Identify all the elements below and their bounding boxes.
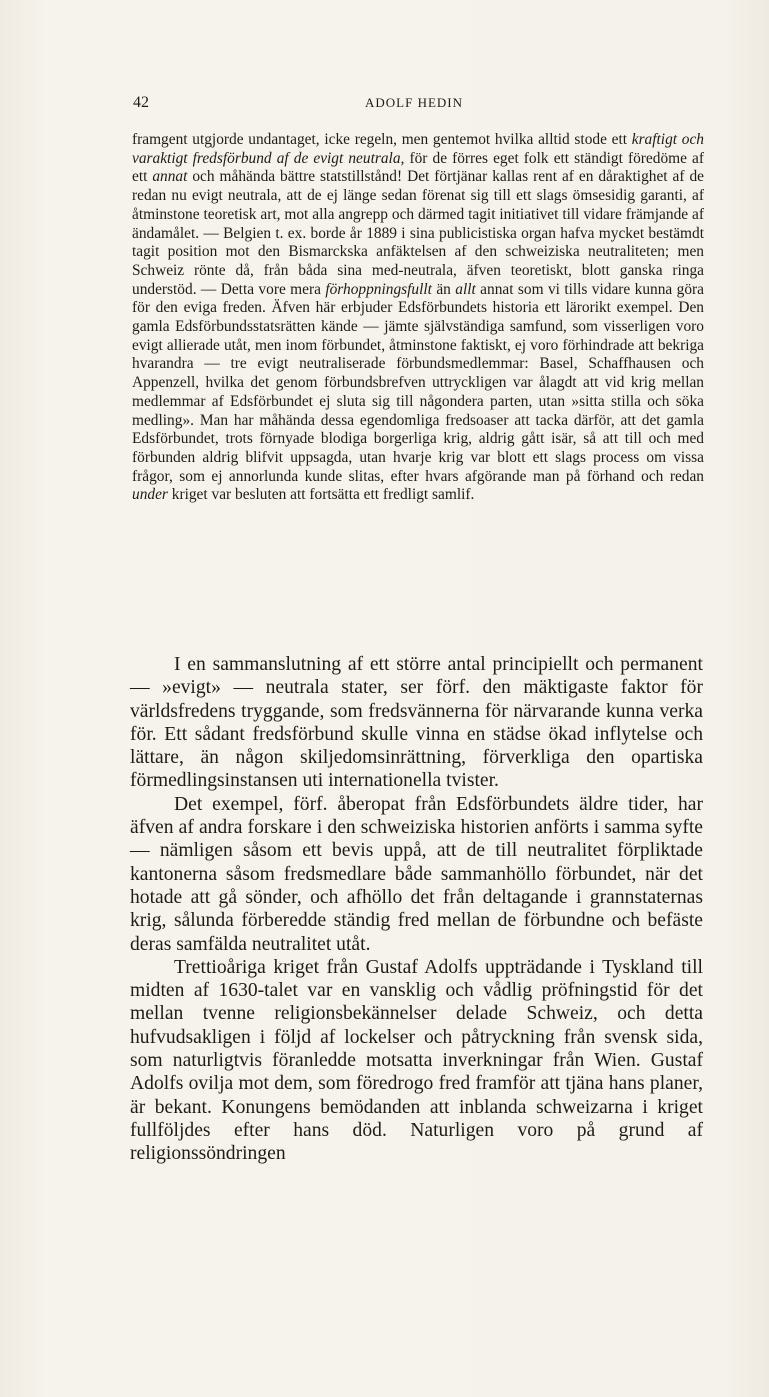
- body-paragraph-3: Trettioåriga kriget från Gustaf Adolfs uppträdande i Tyskland till midten af 1630-talet var en vansklig och vådlig pröfningstid för det mellan tvenne religionsbekännelser delade Schweiz, och detta hufvudsakligen i följd af lockelser och påtryckning från svensk sida, som naturligtvis föranledde motsatta inverkningar från Wien. Gustaf Adolfs ovilja mot dem, som föredrogo fred framför att tjäna hans planer, är bekant. Konungens bemödanden att inblanda schweizarna i kriget fullföljdes efter hans död. Naturligen voro på grund af religionssöndringen: [130, 956, 703, 1165]
- footnote-emphasis: allt: [455, 280, 476, 298]
- footnote-emphasis: kraftigt och varaktigt fredsförbund af de evigt neutrala,: [132, 131, 704, 167]
- page-header: [133, 94, 703, 116]
- footnote-text: annat som vi tills vidare kunna göra för den eviga freden. Äfven här erbjuder Edsförbundets historia ett lärorikt exempel. Den gamla Edsförbundsstatsrätten kände — jämte självständiga samfund, som visserligen voro evigt allierade utåt, men inom förbundet, åtminstone faktiskt, ej voro förhindrade att bekriga hvarandra — tre evigt neutraliserade förbundsmedlemmar: Basel, Schaffhausen och Appenzell, hvilka det genom förbundsbrefven uttryckligen var ålagdt att vid krig mellan medlemmar af Edsförbundet ej sluta sig till någondera parten, utan »sitta stilla och söka medling». Man har måhända dessa egendomliga fredsoaser att tacka därför, att det gamla Edsförbundet, trots förnyade blodiga borgerliga krig, aldrig gått isär, så att till och med förbunden aldrig blifvit uppsagda, utan hvarje krig var blott ett slags process om vissa frågor, som ej annorlunda kunde slitas, efter hvars afgörande man på förhand och redan: [132, 280, 704, 485]
- body-paragraph-2: Det exempel, förf. åberopat från Edsförbundets äldre tider, har äfven af andra forskare i den schweiziska historien anförts i samma syfte — nämligen såsom ett bevis uppå, att de till neutralitet förpliktade kantonerna såsom fredsmedlare både sammanhöllo förbundet, när det hotade att gå sönder, och afhöllo det från deltagande i grannstaternas krig, sålunda förberedde ständig fred mellan de förbundne och befäste deras samfälda neutralitet utåt.: [130, 793, 703, 955]
- footnote-block: [132, 131, 704, 505]
- footnote-paragraph: [132, 131, 704, 505]
- footnote-emphasis: förhoppningsfullt: [325, 280, 432, 298]
- footnote-text: kriget var besluten att fortsätta ett fredligt samlif.: [167, 486, 475, 504]
- footnote-text: och måhända bättre statstillstånd! Det förtjänar kallas rent af en dåraktighet af de redan nu evigt neutrala, att de ej länge sedan förenat sig till ett slags ömsesidig garanti, af åtminstone teoretisk art, mot alla angrepp och därmed tagit initiativet till vidare främjande af ändamålet. — Belgien t. ex. borde år 1889 i sina publicistiska organ hafva mycket bestämdt tagit position mot den Bismarckska anfäktelsen af den schweiziska neutraliteten; men Schweiz rönte då, från båda sina med-neutrala, äfven teoretiskt, blott ganska ringa understöd. — Detta vore mera: [132, 168, 704, 298]
- page-number: 42: [133, 94, 149, 111]
- footnote-text: än: [431, 280, 456, 298]
- footnote-text: för de förres eget folk ett ständigt föredöme af ett: [132, 149, 704, 186]
- running-head: ADOLF HEDIN: [365, 95, 464, 110]
- main-text: [130, 653, 703, 1166]
- body-paragraph-1: I en sammanslutning af ett större antal principiellt och permanent — »evigt» — neutrala stater, ser förf. den mäktigaste faktor för världsfredens tryggande, som fredsvännerna för närvarande kunna verka för. Ett sådant fredsförbund skulle vinna en städse ökad inflytelse och lättare, än någon skiljedomsinrättning, förverkliga den opartiska förmedlingsinstansen uti internationella tvister.: [130, 654, 703, 792]
- footnote-text: framgent utgjorde undantaget, icke regeln, men gentemot hvilka alltid stode ett: [132, 131, 632, 148]
- footnote-emphasis: annat: [152, 168, 188, 186]
- footnote-emphasis: under: [132, 486, 168, 504]
